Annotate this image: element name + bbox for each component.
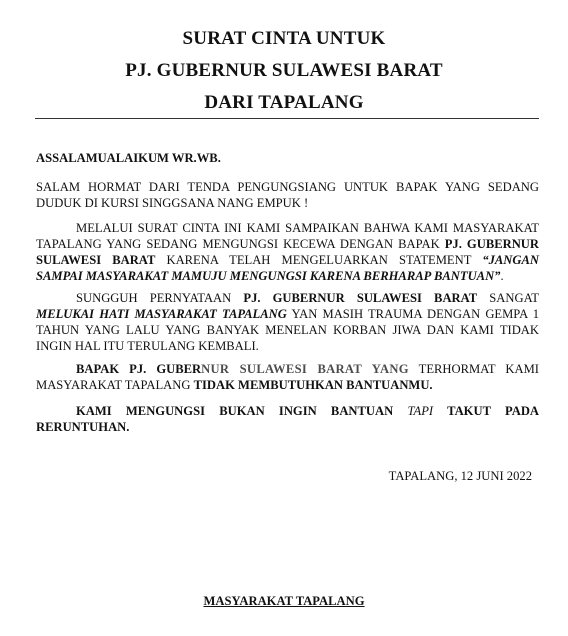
p4-text-b: N (201, 362, 211, 376)
p5-text-a: KAMI MENGUNGSI BUKAN INGIN BANTUAN (76, 404, 408, 418)
p2-quote: “JANGAN SAMPAI MASYARAKAT MAMUJU MENGUNGSI KARENA BERHARAP BANTUAN” (36, 253, 539, 283)
p2-governor: PJ. GUBERNUR SULAWESI BARAT (36, 237, 540, 267)
p3-text-a: SUNGGUH PERNYATAAN (76, 291, 244, 305)
letter-title-line-3: DARI TAPALANG (204, 92, 364, 113)
greeting: ASSALAMUALAIKUM WR.WB. (36, 151, 221, 165)
p5-text-c: TAKUT PADA RERUNTUHAN. (36, 404, 540, 434)
p4-text-a: BAPAK PJ. GUBER (76, 362, 202, 376)
p3-text-c: SANGAT (477, 291, 539, 305)
p4-text-d: TERHORMAT KAMI MASYARAKAT TAPALANG (36, 362, 539, 392)
p3-governor: PJ. GUBERNUR SULAWESI BARAT (243, 291, 478, 305)
paragraph-salutation-text: SALAM HORMAT DARI TENDA PENGUNGSIANG UNTUK BAPAK YANG SEDANG DUDUK DI KURSI SINGGSANA NANG EMPUK ! (36, 180, 539, 210)
p3-text-e: YAN MASIH TRAUMA DENGAN GEMPA 1 TAHUN YANG LALU YANG BANYAK MENELAN KORBAN JIWA DAN KAMI TIDAK INGIN HAL ITU TERULANG KEMBALI. (36, 307, 539, 353)
place-and-date: TAPALANG, 12 JUNI 2022 (388, 469, 532, 483)
paragraph-statement (36, 220, 539, 284)
title-divider (35, 118, 539, 119)
p2-text-a: MELALUI SURAT CINTA INI KAMI SAMPAIKAN BAHWA KAMI MASYARAKAT TAPALANG YANG SEDANG MENGUNGSI KECEWA DENGAN BAPAK (36, 221, 539, 251)
p2-text-c: KARENA TELAH MENGELUARKAN STATEMENT (155, 253, 483, 267)
paragraph-salutation (36, 179, 539, 211)
letter-title-line-1: SURAT CINTA UNTUK (182, 28, 386, 49)
p4-refusal: TIDAK MEMBUTUHKAN BANTUANMU. (193, 378, 433, 392)
paragraph-refusal (36, 361, 539, 393)
p5-tapi: TAPI (407, 404, 434, 418)
p2-text-e: . (500, 269, 504, 283)
p3-hurt-phrase: MELUKAI HATI MASYARAKAT TAPALANG (36, 307, 287, 321)
p4-text-c: UR SULAWESI BARAT YANG (210, 362, 409, 376)
paragraph-hurt (36, 290, 539, 354)
letter-title-line-2: PJ. GUBERNUR SULAWESI BARAT (125, 60, 443, 81)
paragraph-closing (36, 403, 539, 435)
signature: MASYARAKAT TAPALANG (203, 594, 365, 608)
